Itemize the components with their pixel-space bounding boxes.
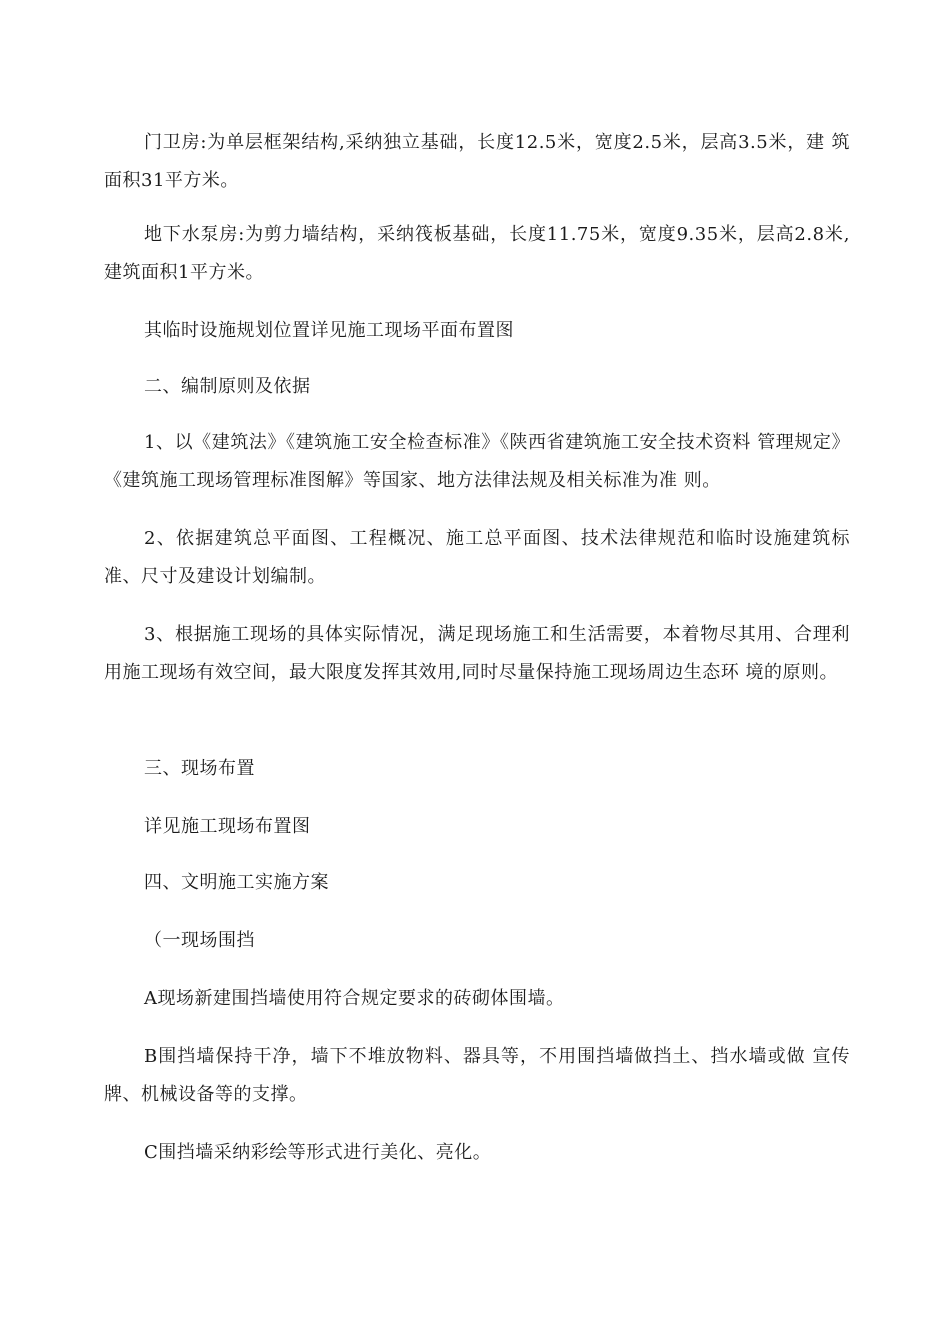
paragraph-item-a: A现场新建围挡墙使用符合规定要求的砖砌体围墙。 bbox=[144, 988, 565, 1009]
paragraph-item-b: B围挡墙保持干净，墙下不堆放物料、器具等，不用围挡墙做挡土、挡水墙或做 宣传牌、机械设备等的支撑。 bbox=[104, 1046, 850, 1105]
heading-section-2: 二、编制原则及依据 bbox=[144, 376, 311, 397]
paragraph-pump-room: 地下水泵房:为剪力墙结构，采纳筏板基础，长度11.75米，宽度9.35米，层高2.8米, 建筑面积1平方米。 bbox=[104, 224, 850, 283]
paragraph-principle-1: 1、以《建筑法》《建筑施工安全检查标准》《陕西省建筑施工安全技术资料 管理规定》《建筑施工现场管理标准图解》等国家、地方法律法规及相关标准为准 则。 bbox=[104, 432, 850, 491]
heading-subsection-1: （一现场围挡 bbox=[144, 930, 255, 951]
paragraph-principle-2: 2、依据建筑总平面图、工程概况、施工总平面图、技术法律规范和临时设施建筑标准、尺寸及建设计划编制。 bbox=[104, 528, 850, 587]
heading-section-4: 四、文明施工实施方案 bbox=[144, 872, 329, 893]
paragraph-principle-3: 3、根据施工现场的具体实际情况，满足现场施工和生活需要，本着物尽其用、合理利用施工现场有效空间，最大限度发挥其效用,同时尽量保持施工现场周边生态环 境的原则。 bbox=[104, 624, 850, 683]
paragraph-temporary-facilities: 其临时设施规划位置详见施工现场平面布置图 bbox=[144, 320, 514, 341]
paragraph-gatehouse: 门卫房:为单层框架结构,采纳独立基础，长度12.5米，宽度2.5米，层高3.5米，建 筑面积31平方米。 bbox=[104, 132, 850, 191]
heading-section-3: 三、现场布置 bbox=[144, 758, 255, 779]
paragraph-site-layout: 详见施工现场布置图 bbox=[144, 816, 311, 837]
paragraph-item-c: C围挡墙采纳彩绘等形式进行美化、亮化。 bbox=[144, 1142, 492, 1163]
